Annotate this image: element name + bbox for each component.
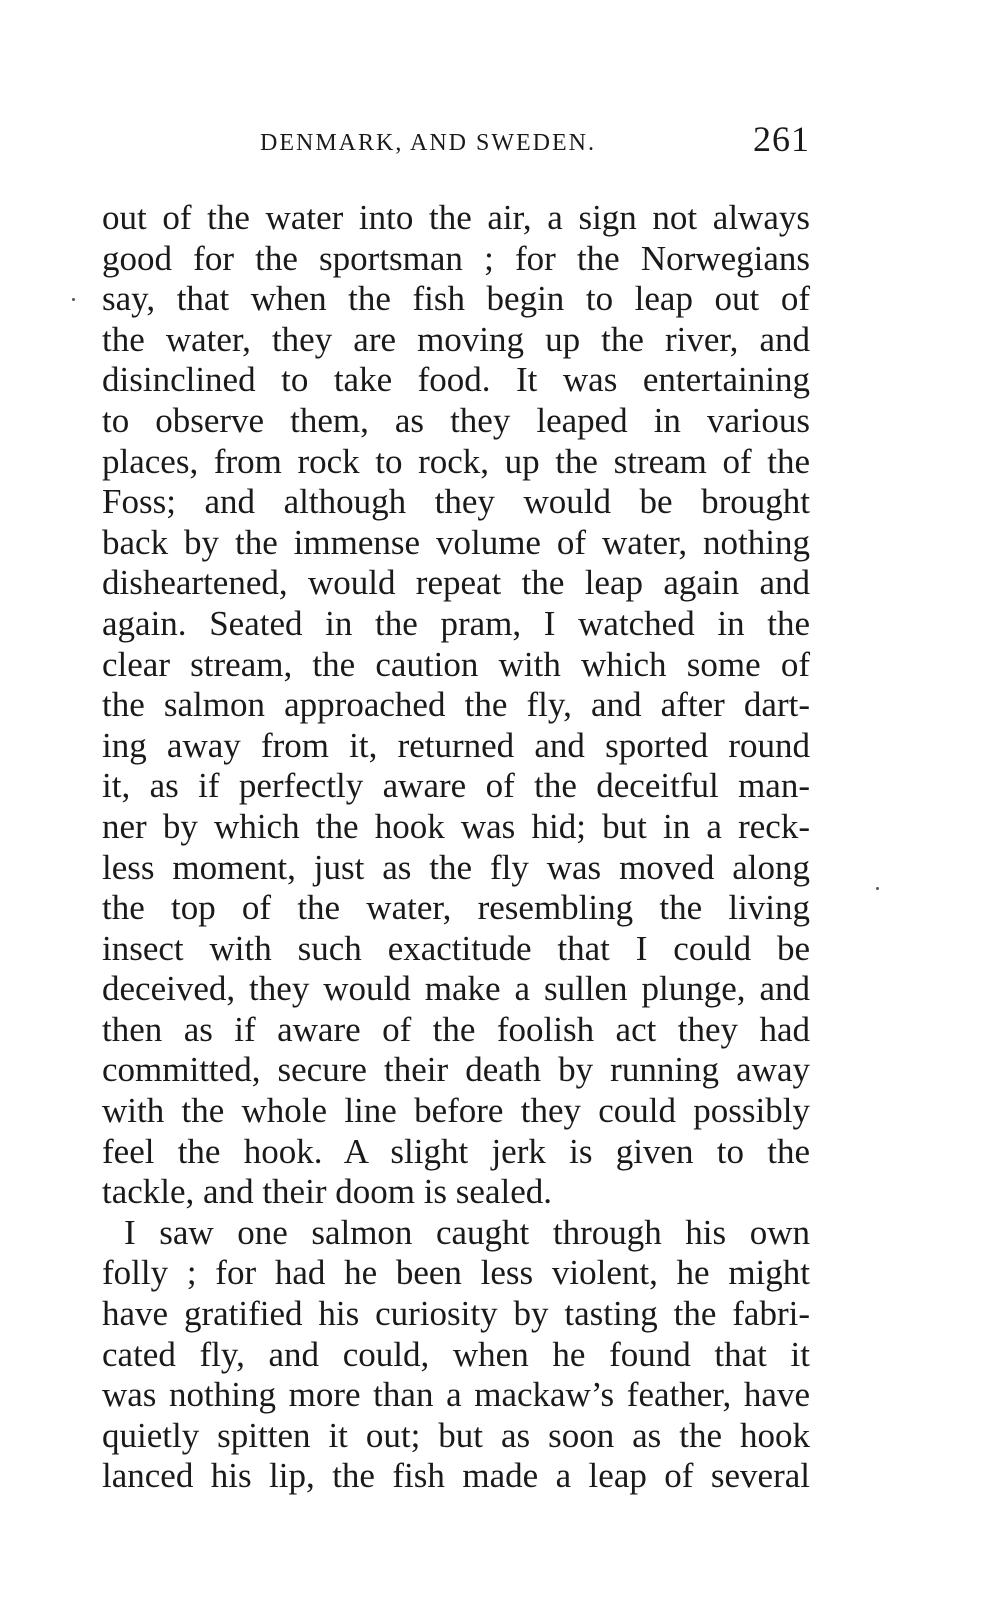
running-head (100, 118, 810, 166)
text-line: say, that when the fish begin to leap out of (102, 279, 810, 319)
text-line: I saw one salmon caught through his own (124, 1212, 810, 1252)
text-line: Foss; and although they would be brought (102, 482, 810, 522)
text-line: committed, secure their death by running away (102, 1050, 810, 1090)
text-line: places, from rock to rock, up the stream of the (102, 441, 810, 481)
text-line: the top of the water, resembling the living (102, 888, 810, 928)
text-line: disheartened, would repeat the leap again and (102, 563, 810, 603)
text-line: back by the immense volume of water, nothing (102, 522, 810, 562)
body-text (102, 198, 810, 1497)
text-line: clear stream, the caution with which some of (102, 644, 810, 684)
text-line: lanced his lip, the fish made a leap of several (102, 1456, 810, 1496)
text-line: with the whole line before they could possibly (102, 1091, 810, 1131)
text-line: was nothing more than a mackaw’s feather, have (102, 1375, 810, 1415)
text-line: feel the hook. A slight jerk is given to the (102, 1131, 810, 1171)
text-line: folly ; for had he been less violent, he might (102, 1253, 810, 1293)
text-line: it, as if perfectly aware of the deceitful man- (102, 766, 810, 806)
text-line: out of the water into the air, a sign not always (102, 198, 810, 237)
text-line: again. Seated in the pram, I watched in the (102, 603, 810, 643)
text-line: cated fly, and could, when he found that it (102, 1334, 810, 1374)
text-line: less moment, just as the fly was moved along (102, 847, 810, 887)
page-number: 261 (753, 119, 810, 159)
text-line: good for the sportsman ; for the Norwegians (102, 238, 810, 278)
text-line: the water, they are moving up the river, and (102, 319, 810, 359)
text-line: disinclined to take food. It was entertaining (102, 360, 810, 400)
text-line: quietly spitten it out; but as soon as the hook (102, 1415, 810, 1455)
text-line: to observe them, as they leaped in various (102, 400, 810, 440)
running-title: DENMARK, AND SWEDEN. (260, 130, 596, 156)
text-line: then as if aware of the foolish act they had (102, 1009, 810, 1049)
text-line: ing away from it, returned and sported round (102, 725, 810, 765)
text-line: ner by which the hook was hid; but in a reck- (102, 806, 810, 846)
text-line: deceived, they would make a sullen plunge, and (102, 969, 810, 1009)
text-line: have gratified his curiosity by tasting the fabri- (102, 1294, 810, 1334)
text-line: tackle, and their doom is sealed. (102, 1172, 552, 1212)
scan-speck (72, 298, 75, 301)
text-line: the salmon approached the fly, and after dart- (102, 685, 810, 725)
text-line: insect with such exactitude that I could be (102, 928, 810, 968)
scan-speck (876, 887, 879, 890)
